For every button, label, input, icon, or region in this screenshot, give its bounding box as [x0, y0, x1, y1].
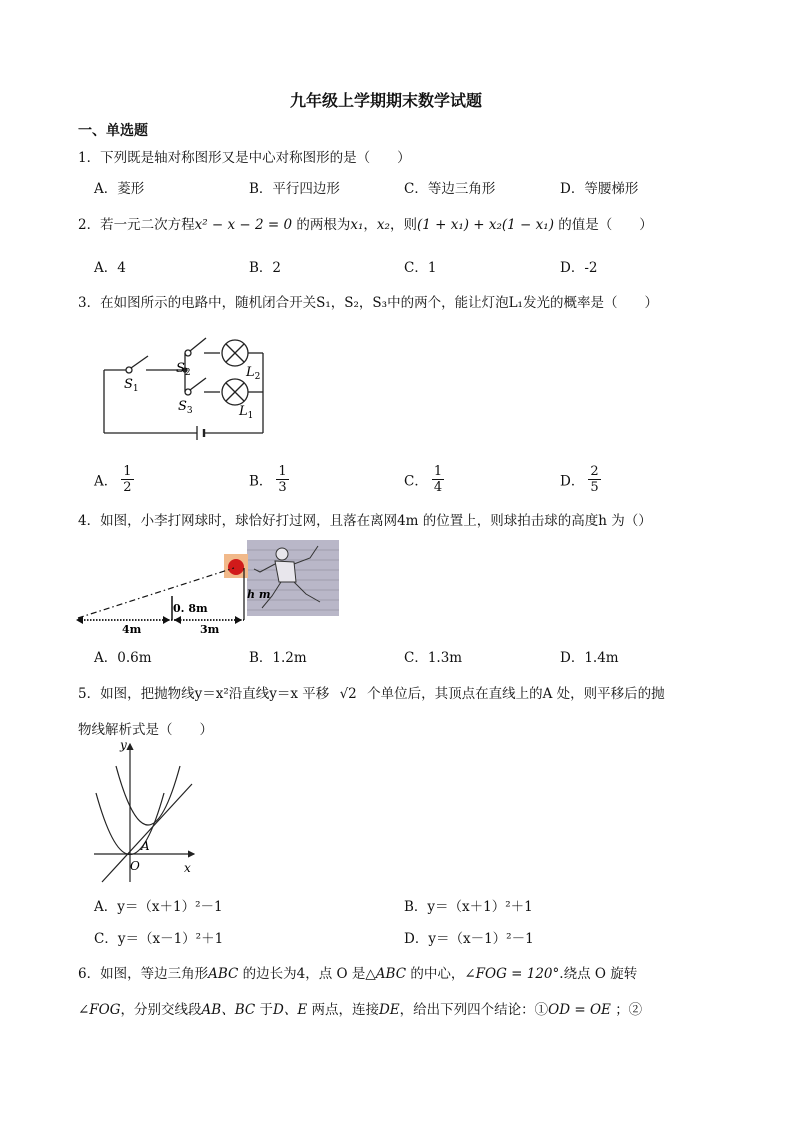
q2-root-2: x₂ — [376, 217, 390, 233]
left-distance-label: 4m — [122, 623, 142, 634]
q2-option-d: D．-2 — [560, 260, 598, 276]
q5-option-d: D．y＝（x－1）²－1 — [404, 931, 534, 947]
q5-text-b: 个单位后，其顶点在直线上的A 处，则平移后的抛 — [367, 686, 665, 702]
line-y-equals-x — [102, 784, 192, 882]
question-2-stem — [78, 213, 653, 233]
question-1-stem: 1．下列既是轴对称图形又是中心对称图形的是（ ） — [78, 150, 411, 166]
q4-option-a: A．0.6m — [94, 650, 152, 666]
q1-option-a: A．菱形 — [94, 181, 145, 197]
q6-text-b: 的边长为4，点 O 是 — [242, 966, 366, 982]
q6-angle-fog: ∠FOG — [78, 1002, 121, 1018]
q6-text-c: 的中心， — [410, 966, 465, 982]
point-a-label: A — [141, 839, 150, 853]
label-s2: $S_2$ — [176, 361, 191, 378]
q5-sqrt: √2 — [339, 686, 357, 702]
height-label: h m — [247, 588, 271, 601]
label-s1: $S_1$ — [124, 377, 139, 394]
question-5-stem-line2: 物线解析式是（ ） — [78, 722, 213, 738]
parabola-graph — [86, 738, 201, 884]
q3-option-a: A． $\frac{1}{2}$ — [94, 464, 132, 495]
q6-text-g: 两点，连接 — [311, 1002, 379, 1018]
q2-root-1: x₁ — [350, 217, 364, 233]
q6-text-e: ，分别交线段 — [120, 1002, 202, 1018]
circuit-diagram — [96, 330, 276, 440]
q6-text-a: 6．如图，等边三角形 — [78, 966, 209, 982]
label-s3: $S_3$ — [178, 399, 193, 416]
right-distance-label: 3m — [200, 623, 220, 634]
q4-option-d: D．1.4m — [560, 650, 619, 666]
q6-text-i: ；② — [615, 1002, 643, 1018]
q1-option-d: D．等腰梯形 — [560, 181, 639, 197]
y-axis-label: y — [120, 738, 127, 752]
q1-option-b: B．平行四边形 — [249, 181, 340, 197]
q3-option-d: D． $\frac{2}{5}$ — [560, 464, 599, 495]
q4-option-c: C．1.3m — [404, 650, 463, 666]
q6-segment-de: DE — [378, 1002, 400, 1018]
net-height-label: 0. 8m — [173, 602, 208, 615]
q4-option-b: B．1.2m — [249, 650, 307, 666]
question-6-stem-line1 — [78, 962, 637, 982]
q2-equation: x² − x − 2 = 0 — [194, 217, 293, 233]
q2-option-c: C．1 — [404, 260, 437, 276]
origin-label: O — [130, 859, 140, 873]
q6-conclusion-1: OD = OE — [548, 1002, 611, 1018]
q2-expression: (1 + x₁) + x₂(1 − x₁) — [416, 217, 554, 233]
x-axis-label: x — [184, 861, 191, 875]
q5-option-b: B．y＝（x＋1）²＋1 — [404, 899, 533, 915]
q6-abc: ABC — [208, 966, 239, 982]
q5-option-a: A．y＝（x＋1）²－1 — [94, 899, 223, 915]
q2-text-c: ，则 — [389, 217, 417, 233]
q2-text-d: 的值是（ ） — [558, 217, 653, 233]
q3-option-c: C． $\frac{1}{4}$ — [404, 464, 443, 495]
q6-text-f: 于 — [259, 1002, 273, 1018]
parabola-translated — [116, 766, 180, 825]
q6-segments: AB、BC — [201, 1002, 256, 1018]
q2-sep: ， — [363, 217, 377, 233]
question-5-stem-line1 — [78, 682, 665, 702]
q3-option-b: B． $\frac{1}{3}$ — [249, 464, 287, 495]
question-3-stem: 3．在如图所示的电路中，随机闭合开关S₁，S₂，S₃中的两个，能让灯泡L₁发光的概率是（ ） — [78, 295, 658, 311]
q6-text-h: ，给出下列四个结论：① — [399, 1002, 549, 1018]
tennis-figure — [74, 536, 344, 634]
q2-text-b: 的两根为 — [296, 217, 351, 233]
label-l2: $L_2$ — [246, 365, 261, 382]
q6-text-d: .绕点 O 旋转 — [559, 966, 638, 982]
q6-triangle: △ABC — [365, 966, 407, 982]
q6-points: D、E — [273, 1002, 308, 1018]
q6-angle: ∠FOG = 120° — [464, 966, 560, 982]
q2-option-a: A．4 — [94, 260, 126, 276]
q5-text-a: 5．如图，把抛物线y＝x²沿直线y＝x 平移 — [78, 686, 330, 702]
q2-text-a: 2．若一元二次方程 — [78, 217, 195, 233]
q5-option-c: C．y＝（x－1）²＋1 — [94, 931, 224, 947]
section-heading: 一、单选题 — [78, 123, 148, 139]
label-l1: $L_1$ — [239, 404, 254, 421]
question-4-stem: 4．如图，小李打网球时，球恰好打过网，且落在离网4m 的位置上，则球拍击球的高度h 为（） — [78, 513, 652, 529]
q2-option-b: B．2 — [249, 260, 282, 276]
question-6-stem-line2 — [78, 998, 642, 1018]
q1-option-c: C．等边三角形 — [404, 181, 496, 197]
page-title: 九年级上学期期末数学试题 — [290, 91, 483, 110]
